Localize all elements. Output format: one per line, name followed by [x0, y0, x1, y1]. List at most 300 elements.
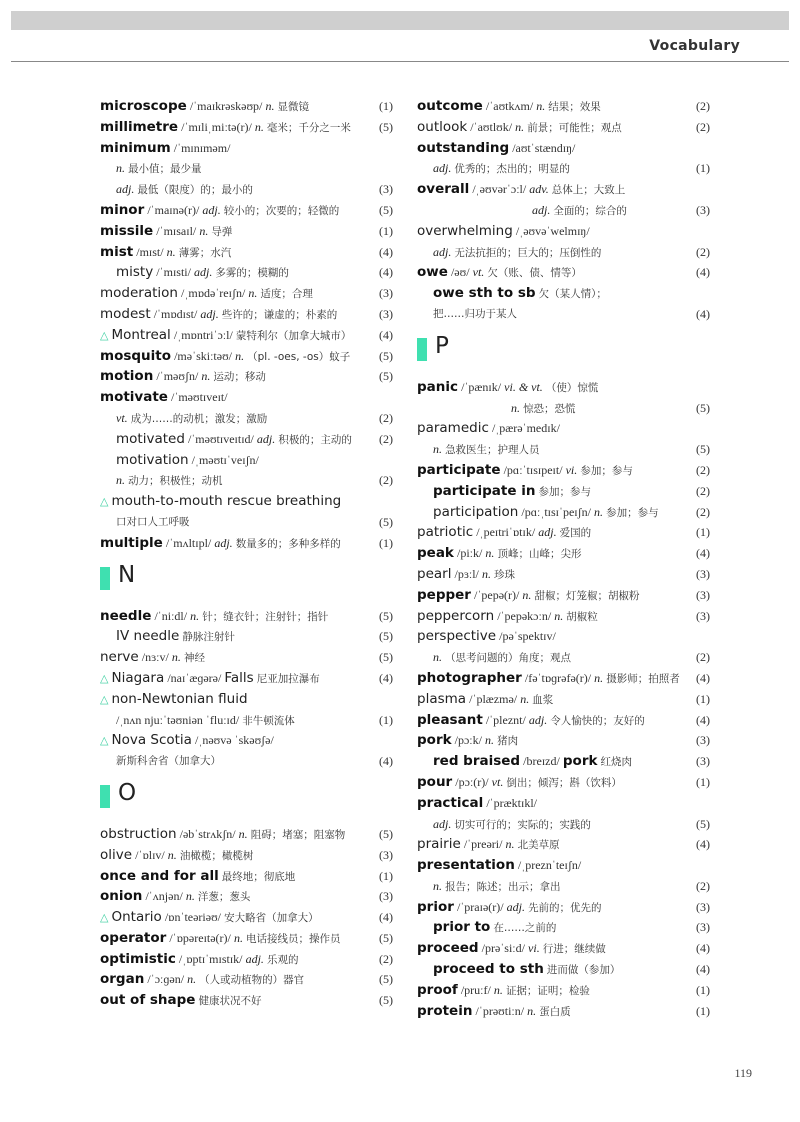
unit-number: (3) [696, 202, 710, 217]
vocab-entry [100, 325, 393, 346]
part-of-speech: adj. [538, 525, 557, 540]
headword: motivation [116, 451, 189, 468]
vocab-entry [100, 346, 393, 367]
vocab-entry [100, 866, 393, 887]
unit-number: (3) [379, 182, 393, 197]
definition: 最小值；最少量 [128, 163, 202, 176]
vocab-entry [100, 990, 393, 1011]
phonetic: /ˌpeɪtriˈɒtɪk/ [476, 525, 536, 540]
part-of-speech: n. [248, 286, 258, 301]
headword: motivated [116, 430, 185, 447]
vocab-entry [100, 450, 393, 471]
definition: 行进；继续做 [542, 943, 606, 956]
phonetic: /ˈplæzmə/ [469, 691, 518, 706]
vocab-entry-continuation [100, 512, 393, 533]
vocab-entry [417, 377, 710, 398]
vocab-entry [417, 96, 710, 117]
unit-number: (3) [696, 608, 710, 623]
unit-number: (4) [696, 837, 710, 852]
part-of-speech: adj. [245, 951, 264, 966]
definition: 健康状况不好 [198, 995, 262, 1008]
part-of-speech: n. [235, 348, 245, 363]
triangle-marker-icon: △ [100, 672, 109, 685]
phonetic: /ˌməʊtɪˈveɪʃn/ [191, 452, 259, 467]
part-of-speech: adj. [433, 244, 452, 259]
vocab-entry [100, 824, 393, 845]
unit-number: (2) [696, 650, 710, 665]
part-of-speech: n. [233, 930, 243, 945]
part-of-speech: n. [554, 608, 564, 623]
vocab-entry [417, 117, 710, 138]
definition: 显微镜 [277, 101, 310, 113]
unit-number: (4) [379, 244, 393, 259]
vocab-entry [417, 460, 710, 481]
part-of-speech: n. [433, 442, 442, 457]
unit-number: (2) [379, 473, 393, 488]
definition: 猪肉 [497, 735, 519, 748]
definition: 参加；参与 [606, 506, 659, 519]
headword: outcome [417, 98, 483, 114]
phonetic: /pɜːl/ [454, 566, 479, 581]
unit-number: (4) [696, 265, 710, 280]
definition: 参加；参与 [580, 464, 633, 477]
definition: 乐观的 [266, 953, 299, 966]
section-letter: N [118, 561, 136, 588]
definition: 北美草原 [517, 839, 560, 852]
vocab-entry-continuation [417, 876, 710, 897]
headword: pearl [417, 565, 452, 582]
part-of-speech: n. [485, 733, 495, 748]
definition: 成为……的动机；激发；激励 [130, 412, 268, 425]
unit-number: (2) [379, 951, 393, 966]
unit-number: (1) [696, 691, 710, 706]
part-of-speech: adj. [256, 431, 276, 446]
vocab-entry [417, 543, 710, 564]
definition: 总体上；大致上 [551, 184, 626, 197]
headword: prior [417, 898, 454, 915]
headword: organ [100, 971, 145, 988]
definition: 顶峰；山峰；尖形 [497, 548, 582, 561]
vocab-entry [100, 96, 393, 117]
headword: onion [100, 888, 143, 905]
vocab-entry [100, 533, 393, 554]
unit-number: (1) [696, 774, 710, 789]
unit-number: (4) [696, 941, 710, 956]
vocab-entry [417, 221, 710, 242]
phonetic: /ˌpreznˈteɪʃn/ [517, 858, 582, 873]
unit-number: (3) [696, 733, 710, 748]
headword: obstruction [100, 825, 177, 842]
headword: paramedic [417, 420, 489, 437]
phonetic: /ˈʌnjən/ [145, 889, 183, 904]
vocab-entry [417, 730, 710, 751]
unit-number: (5) [379, 348, 393, 363]
phonetic: /ˌəʊvərˈɔːl/ [472, 182, 527, 197]
vocab-entry [100, 429, 393, 450]
vocab-entry-continuation [417, 242, 710, 263]
definition: 前景；可能性；观点 [527, 121, 622, 134]
vocab-entry [417, 481, 710, 502]
phonetic: /ˌnʌn njuːˈtəʊniən ˈfluːɪd/ [116, 712, 240, 727]
headword: misty [116, 264, 154, 281]
vocab-entry [417, 564, 710, 585]
phonetic: /ˈaʊtkʌm/ [485, 99, 534, 113]
phonetic: /ˈpleznt/ [485, 712, 526, 727]
headword: mist [100, 243, 134, 260]
phonetic: /ˈmaɪkrəskəʊp/ [189, 99, 263, 113]
phonetic: /ˈmɪliˌmiːtə(r)/ [181, 119, 252, 134]
headword: prior to [433, 919, 491, 936]
definition: 非牛顿流体 [242, 714, 295, 727]
unit-number: (5) [379, 826, 393, 841]
part-of-speech: n. [116, 161, 125, 176]
headword: Ontario [111, 909, 162, 926]
phonetic: /əbˈstrʌkʃn/ [179, 826, 236, 841]
headword: needle [100, 607, 152, 624]
headword: owe sth to sb [433, 285, 536, 302]
unit-number: (5) [379, 972, 393, 987]
vocab-entry-continuation [417, 814, 710, 835]
phonetic: /ˌmɒdəˈreɪʃn/ [181, 286, 246, 301]
vocab-entry-continuation [100, 179, 393, 200]
phonetic: /breɪzd/ [523, 754, 560, 769]
headword: nerve [100, 649, 139, 666]
unit-number: (3) [696, 920, 710, 935]
vocab-entry-continuation [417, 304, 710, 325]
definition: 进而做（参加） [546, 964, 621, 977]
headword: microscope [100, 98, 187, 114]
definition: 急救医生；护理人员 [445, 444, 540, 457]
headword-suffix: pork [562, 753, 598, 770]
phonetic: /ˈpraɪə(r)/ [456, 899, 504, 914]
definition: （pl. -oes, -os）蚊子 [247, 350, 351, 363]
definition: 最低（限度）的；最小的 [137, 184, 253, 197]
part-of-speech: n. [481, 566, 491, 581]
definition: 摄影师；拍照者 [606, 672, 680, 685]
definition: （思考问题的）角度；观点 [445, 652, 572, 665]
headword: proceed to sth [433, 961, 544, 978]
vocab-entry-continuation [100, 470, 393, 491]
phonetic: /ˈpepə(r)/ [474, 587, 520, 602]
phonetic: /ˈprəʊtiːn/ [475, 1003, 525, 1018]
vocab-entry [417, 917, 710, 938]
vocab-entry [417, 668, 710, 689]
unit-number: (4) [379, 327, 393, 342]
part-of-speech: n. [493, 982, 503, 997]
definition: 数量多的；多种多样的 [235, 537, 341, 550]
vocab-entry-continuation [417, 158, 710, 179]
phonetic: /ˈmɪnɪməm/ [173, 140, 231, 155]
section-letter: P [435, 332, 449, 359]
definition: 毫米；千分之一米 [266, 121, 351, 134]
unit-number: (4) [696, 712, 710, 727]
definition: 甜椒；灯笼椒；胡椒粉 [534, 589, 640, 602]
unit-number: (5) [379, 514, 393, 529]
unit-number: (4) [696, 670, 710, 685]
unit-number: (3) [379, 306, 393, 321]
letter-marker-bar [100, 785, 110, 808]
unit-number: (2) [696, 119, 710, 134]
vocab-entry [100, 387, 393, 408]
page-number: 119 [734, 1066, 752, 1080]
headword: owe [417, 264, 448, 281]
vocab-entry [417, 938, 710, 959]
phonetic: /ˈaʊtlʊk/ [470, 119, 513, 134]
part-of-speech: vt. [491, 774, 504, 789]
part-of-speech: n. [166, 244, 176, 259]
definition: 全面的；综合的 [553, 204, 627, 217]
headword: IV needle [116, 628, 180, 645]
phonetic: /pruːf/ [460, 982, 491, 997]
phonetic: /aʊtˈstændɪŋ/ [512, 140, 576, 155]
vocab-entry [417, 179, 710, 200]
headword: Montreal [111, 326, 171, 343]
unit-number: (3) [696, 566, 710, 581]
triangle-marker-icon: △ [100, 735, 109, 748]
definition: 新斯科舍省（加拿大） [116, 755, 221, 768]
definition: 把……归功于某人 [433, 307, 517, 320]
phonetic: /ˈmʌltɪpl/ [165, 535, 212, 550]
unit-number: (3) [696, 754, 710, 769]
triangle-marker-icon: △ [100, 693, 109, 706]
definition: 电话接线员；操作员 [246, 932, 341, 945]
phonetic: /ˈmɪsaɪl/ [156, 223, 197, 238]
part-of-speech: adj. [194, 265, 213, 280]
headword: perspective [417, 628, 497, 645]
headword: overwhelming [417, 222, 513, 239]
definition: 些许的；谦虚的；朴素的 [221, 308, 338, 321]
headword: modest [100, 305, 151, 322]
headword: mosquito [100, 347, 172, 364]
definition: 神经 [183, 652, 205, 665]
definition: 爱国的 [559, 527, 592, 540]
part-of-speech: adj. [532, 202, 551, 217]
headword: motivate [100, 389, 168, 406]
vocab-entry [100, 647, 393, 668]
part-of-speech: n. [433, 878, 442, 893]
part-of-speech: n. [185, 889, 195, 904]
part-of-speech: n. [520, 691, 530, 706]
definition: 运动；移动 [213, 371, 266, 384]
part-of-speech: n. [238, 826, 248, 841]
definition: 先前的；优先的 [528, 901, 602, 914]
part-of-speech: n. [594, 670, 604, 685]
vocab-entry [100, 626, 393, 647]
headword: Nova Scotia [111, 732, 192, 749]
vocab-entry [100, 689, 393, 710]
part-of-speech: n. [171, 650, 181, 665]
headword: pepper [417, 586, 471, 603]
headword: minor [100, 201, 145, 218]
phonetic: /mɪst/ [136, 244, 164, 259]
vocab-entry [100, 221, 393, 242]
headword: olive [100, 846, 133, 863]
unit-number: (4) [379, 265, 393, 280]
headword: outlook [417, 118, 468, 135]
phonetic: /pɑːˈtɪsɪpeɪt/ [503, 462, 563, 477]
unit-number: (1) [379, 868, 393, 883]
part-of-speech: n. [485, 546, 495, 561]
unit-number: (4) [379, 910, 393, 925]
part-of-speech: adj. [200, 306, 219, 321]
unit-number: (4) [379, 670, 393, 685]
unit-number: (1) [696, 525, 710, 540]
definition: 胡椒粒 [566, 610, 598, 623]
definition: 薄雾；水汽 [178, 246, 232, 259]
phonetic: /məˈskiːtəʊ/ [174, 348, 232, 363]
phonetic: /ˌnəʊvə ˈskəʊʃə/ [195, 733, 274, 748]
vocab-entry [100, 138, 393, 159]
headword: motion [100, 368, 154, 385]
vocab-entry [417, 418, 710, 439]
unit-number: (2) [696, 504, 710, 519]
part-of-speech: n. [505, 837, 515, 852]
unit-number: (3) [379, 286, 393, 301]
headword: once and for all [100, 867, 219, 884]
letter-marker-bar [100, 567, 110, 590]
vocab-entry [100, 606, 393, 627]
header-divider [11, 61, 789, 62]
headword: peppercorn [417, 607, 495, 624]
headword: operator [100, 929, 167, 946]
definition: 在……之前的 [493, 922, 557, 935]
vocab-entry [417, 626, 710, 647]
vocabulary-column-left [100, 96, 393, 1011]
phonetic: /pɔːk/ [454, 733, 482, 748]
unit-number: (2) [696, 462, 710, 477]
unit-number: (3) [379, 847, 393, 862]
part-of-speech: adj. [433, 161, 452, 176]
headword: participate in [433, 482, 536, 499]
unit-number: (1) [379, 99, 393, 113]
unit-number: (5) [696, 442, 710, 457]
headword: participate [417, 461, 501, 478]
unit-number: (1) [379, 712, 393, 727]
vocab-entry [417, 585, 710, 606]
phonetic: /ˈɒlɪv/ [135, 847, 165, 862]
vocab-entry-continuation [100, 158, 393, 179]
vocab-entry [417, 262, 710, 283]
part-of-speech: n. [199, 223, 209, 238]
phonetic: /piːk/ [456, 546, 483, 561]
vocab-entry [100, 907, 393, 928]
definition: 令人愉快的；友好的 [550, 714, 645, 727]
phonetic: /nɜːv/ [141, 650, 169, 665]
vocab-entry [100, 283, 393, 304]
vocab-entry [417, 1001, 710, 1022]
headword: plasma [417, 690, 467, 707]
phonetic: /ˈɒpəreɪtə(r)/ [169, 930, 231, 945]
vocab-entry [100, 304, 393, 325]
part-of-speech: n. [594, 504, 604, 519]
phonetic: /ˈpreəri/ [463, 837, 503, 852]
definition: 血浆 [532, 693, 554, 706]
vocab-entry-continuation [417, 398, 710, 419]
definition: 惊恐；恐慌 [523, 402, 576, 415]
part-of-speech: vt. [472, 265, 485, 280]
vocab-entry [417, 606, 710, 627]
vocab-entry [100, 928, 393, 949]
definition: 证据；证明；检验 [505, 984, 590, 997]
vocab-entry [100, 969, 393, 990]
unit-number: (2) [696, 878, 710, 893]
vocab-entry-continuation [417, 647, 710, 668]
phonetic: /ˈniːdl/ [154, 608, 188, 623]
definition: 导弹 [211, 225, 233, 238]
part-of-speech: adj. [202, 202, 221, 217]
vocab-entry [100, 117, 393, 138]
vocab-entry-continuation [417, 439, 710, 460]
phonetic: /fəˈtɒɡrəfə(r)/ [524, 670, 592, 685]
headword: overall [417, 181, 470, 198]
part-of-speech: n. [536, 99, 546, 113]
definition: 安大略省（加拿大） [224, 912, 319, 925]
unit-number: (3) [696, 587, 710, 602]
vocab-entry [100, 366, 393, 387]
letter-section-header [417, 331, 710, 373]
part-of-speech: n. [190, 608, 200, 623]
headword: proceed [417, 940, 479, 957]
definition: 适度；合理 [260, 288, 313, 301]
vocab-entry [417, 772, 710, 793]
phonetic: /ˈpænɪk/ [461, 379, 502, 394]
vocab-entry [417, 710, 710, 731]
unit-number: (1) [696, 982, 710, 997]
vocab-entry [100, 262, 393, 283]
vocab-entry [100, 845, 393, 866]
part-of-speech: n. [265, 99, 275, 113]
headword-suffix: Falls [224, 669, 254, 686]
part-of-speech: n. [527, 1003, 537, 1018]
vocab-entry [417, 751, 710, 772]
headword: practical [417, 794, 484, 811]
unit-number: (3) [379, 889, 393, 904]
part-of-speech: adj. [214, 535, 233, 550]
definition: （使）惊慌 [545, 381, 599, 394]
definition: 珍珠 [494, 568, 516, 581]
definition: 最终地；彻底地 [221, 870, 296, 883]
vocab-entry-continuation [100, 408, 393, 429]
definition: 报告；陈述；出示；拿出 [445, 880, 561, 893]
part-of-speech: n. [511, 400, 520, 415]
phonetic: /pəˈspektɪv/ [499, 629, 556, 644]
vocab-entry-continuation [100, 710, 393, 731]
part-of-speech: adj. [433, 816, 452, 831]
headword: outstanding [417, 139, 510, 156]
part-of-speech: n. [116, 473, 125, 488]
unit-number: (2) [696, 99, 710, 113]
phonetic: /ˈmɒdɪst/ [153, 306, 198, 321]
headword: panic [417, 378, 459, 395]
unit-number: (4) [696, 962, 710, 977]
part-of-speech: vi. & vt. [504, 379, 543, 394]
vocab-entry [100, 668, 393, 689]
definition: 欠（某人情）； [538, 288, 607, 301]
definition: 较小的；次要的；轻微的 [223, 204, 340, 217]
phonetic: /ˈpepəkɔːn/ [497, 608, 552, 623]
phonetic: /ˈməʊʃn/ [156, 369, 199, 384]
phonetic: /ˌmɒntriˈɔːl/ [173, 327, 233, 342]
headword: participation [433, 503, 519, 520]
triangle-marker-icon: △ [100, 912, 109, 925]
unit-number: (3) [696, 899, 710, 914]
unit-number: (5) [379, 629, 393, 644]
part-of-speech: vi. [565, 462, 578, 477]
unit-number: (2) [696, 244, 710, 259]
definition: 无法抗拒的；巨大的；压倒性的 [454, 246, 602, 259]
definition: 油橄榄；橄榄树 [179, 849, 254, 862]
phonetic: /ˈməʊtɪveɪt/ [171, 390, 228, 405]
